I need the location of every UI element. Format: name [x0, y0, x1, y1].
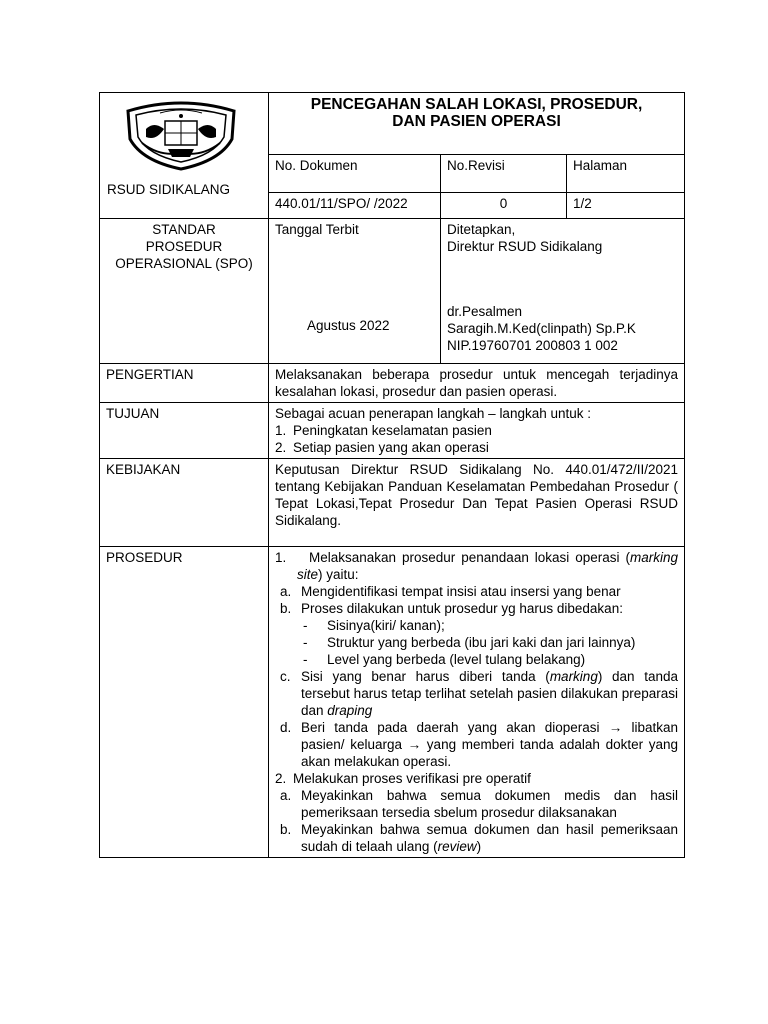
list-number: 1.	[275, 423, 287, 438]
substep-letter: b.	[280, 822, 292, 837]
dash-mark: -	[303, 618, 308, 633]
tujuan-content	[269, 403, 685, 459]
substep-text: ) dan tanda tersebut harus tetap terlihat setelah pasien dilakukan preparasi dan	[301, 669, 679, 718]
substep-text: Beri tanda pada daerah yang akan dioperasi → libatkan pasien/ keluarga → yang memberi tanda adalah dokter yang akan melakukan operasi.	[301, 720, 679, 769]
hospital-logo-icon	[120, 99, 242, 171]
doc-number-header: No. Dokumen	[269, 155, 441, 193]
tujuan-intro: Sebagai acuan penerapan langkah – langkah untuk :	[275, 406, 592, 421]
logo-cell	[100, 93, 269, 219]
dash-mark: -	[303, 652, 308, 667]
dash-item	[275, 617, 678, 634]
kebijakan-label: KEBIJAKAN	[100, 459, 269, 547]
title-line-1: PENCEGAHAN SALAH LOKASI, PROSEDUR,	[310, 96, 643, 113]
substep-text: Meyakinkan bahwa semua dokumen medis dan hasil pemeriksaan tersedia sbelum prosedur dilaksanakan	[301, 788, 679, 820]
substep-text: Meyakinkan bahwa semua dokumen dan hasil pemeriksaan sudah di telaah ulang (	[301, 822, 679, 854]
substep-text: Mengidentifikasi tempat insisi atau insersi yang benar	[301, 584, 621, 599]
substep-italic: draping	[327, 703, 373, 718]
document-title	[269, 93, 685, 155]
signer-nip: NIP.19760701 200803 1 002	[447, 338, 618, 353]
substep-letter: c.	[280, 669, 291, 684]
prosedur-substep	[275, 668, 678, 719]
substep-italic: marking	[549, 669, 598, 684]
issue-date-value: Agustus 2022	[307, 318, 390, 333]
issue-date-label: Tanggal Terbit	[275, 222, 359, 237]
step-number: 2.	[275, 771, 287, 786]
prosedur-substep	[275, 600, 678, 617]
approval-line-2: Direktur RSUD Sidikalang	[447, 239, 603, 254]
revision-value: 0	[441, 193, 567, 219]
approval-line-1: Ditetapkan,	[447, 222, 516, 237]
dash-item	[275, 634, 678, 651]
step-text: Melaksanakan prosedur penandaan lokasi operasi (	[309, 550, 631, 565]
prosedur-substep	[275, 787, 678, 821]
substep-text: Sisi yang benar harus diberi tanda (	[301, 669, 550, 684]
signer-title: Saragih.M.Ked(clinpath) Sp.P.K	[447, 321, 636, 336]
approval-cell	[441, 219, 685, 364]
spo-label	[100, 219, 269, 364]
spo-label-line-1: STANDAR	[152, 222, 216, 237]
pengertian-text: Melaksanakan beberapa prosedur untuk mencegah terjadinya kesalahan lokasi, prosedur dan pasien operasi.	[269, 364, 685, 403]
substep-letter: d.	[280, 720, 292, 735]
dash-mark: -	[303, 635, 308, 650]
substep-letter: a.	[280, 788, 292, 803]
list-text: Peningkatan keselamatan pasien	[293, 423, 492, 438]
tujuan-item	[275, 422, 678, 439]
prosedur-substep	[275, 821, 678, 855]
hospital-name: RSUD SIDIKALANG	[107, 182, 231, 197]
kebijakan-text: Keputusan Direktur RSUD Sidikalang No. 440.01/472/II/2021 tentang Kebijakan Panduan Keselamatan Pembedahan Prosedur ( Tepat Lokasi,Tepat Prosedur Dan Tepat Pasien Operasi RSUD Sidikalang.	[269, 459, 685, 547]
tujuan-label: TUJUAN	[100, 403, 269, 459]
step-text: Melakukan proses verifikasi pre operatif	[293, 771, 531, 786]
pengertian-label: PENGERTIAN	[100, 364, 269, 403]
substep-text: Proses dilakukan untuk prosedur yg harus dibedakan:	[301, 601, 623, 616]
revision-header: No.Revisi	[441, 155, 567, 193]
doc-number-value: 440.01/11/SPO/ /2022	[269, 193, 441, 219]
list-text: Setiap pasien yang akan operasi	[293, 440, 489, 455]
prosedur-substep	[275, 583, 678, 600]
tujuan-item	[275, 439, 678, 456]
title-line-2: DAN PASIEN OPERASI	[392, 113, 561, 130]
signer-name: dr.Pesalmen	[447, 304, 523, 319]
list-number: 2.	[275, 440, 287, 455]
substep-italic: review	[437, 839, 477, 854]
dash-text: Sisinya(kiri/ kanan);	[327, 618, 445, 633]
spo-label-line-3: OPERASIONAL (SPO)	[115, 256, 253, 271]
step-number: 1.	[275, 550, 287, 565]
page-value: 1/2	[567, 193, 685, 219]
spo-label-line-2: PROSEDUR	[145, 239, 223, 254]
prosedur-step-1	[275, 549, 678, 583]
prosedur-label: PROSEDUR	[100, 547, 269, 858]
prosedur-substep	[275, 719, 678, 770]
dash-text: Level yang berbeda (level tulang belakang)	[327, 652, 586, 667]
prosedur-content	[269, 547, 685, 858]
dash-item	[275, 651, 678, 668]
prosedur-step-2	[275, 770, 678, 787]
issue-date-cell	[269, 219, 441, 364]
substep-letter: a.	[280, 584, 292, 599]
substep-tail: )	[476, 839, 482, 854]
substep-letter: b.	[280, 601, 292, 616]
dash-text: Struktur yang berbeda (ibu jari kaki dan jari lainnya)	[327, 635, 636, 650]
step-tail: ) yaitu:	[318, 567, 359, 582]
step-italic: marking site	[297, 550, 679, 582]
page-header: Halaman	[567, 155, 685, 193]
spo-document-table	[99, 92, 685, 858]
